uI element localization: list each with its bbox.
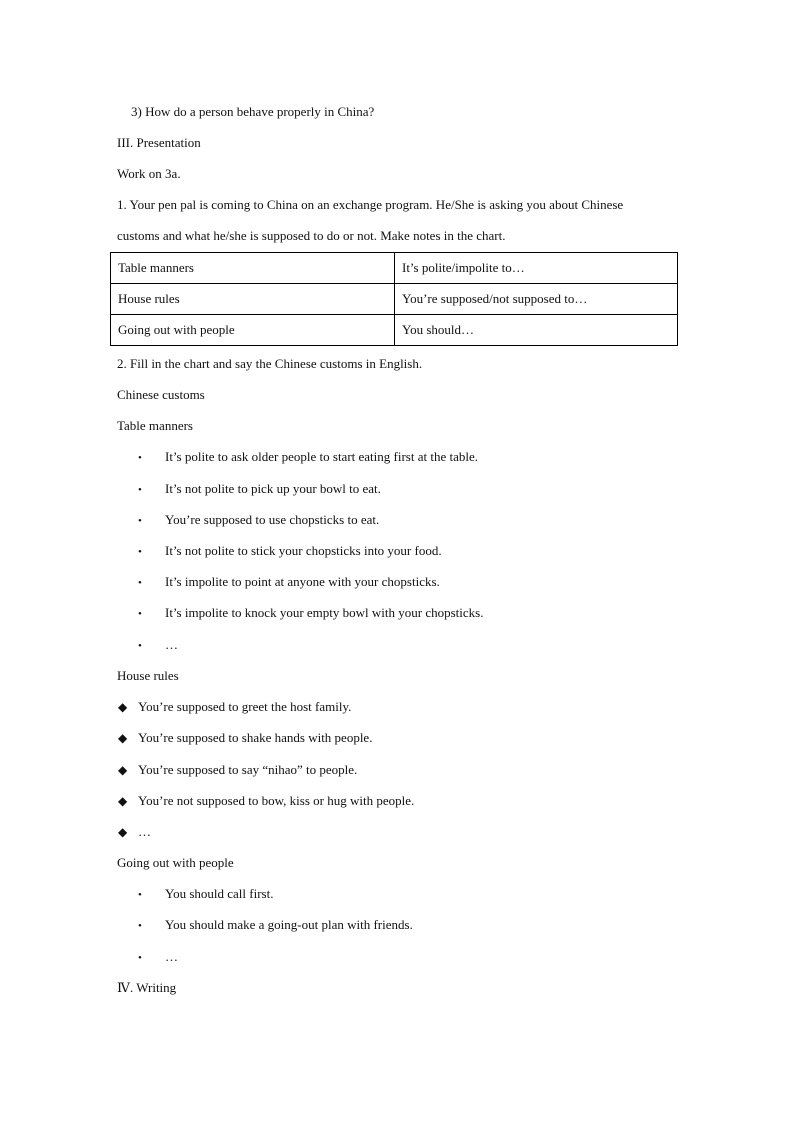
work-on-instruction: Work on 3a. — [117, 166, 181, 181]
list-item — [138, 605, 483, 622]
bullet-icon: • — [138, 608, 142, 620]
list-item-text: … — [165, 637, 178, 652]
table-manners-heading: Table manners — [117, 418, 193, 433]
list-item-text: You’re supposed to use chopsticks to eat. — [165, 512, 380, 527]
list-item-text: It’s impolite to point at anyone with your chopsticks. — [165, 574, 440, 589]
notes-chart-row — [111, 284, 678, 315]
notes-chart-row — [111, 253, 678, 284]
list-item-text: It’s impolite to knock your empty bowl with your chopsticks. — [165, 605, 484, 620]
list-item — [118, 730, 372, 746]
notes-chart-hint: You should… — [395, 315, 678, 346]
notes-chart-hint: It’s polite/impolite to… — [395, 253, 678, 284]
diamond-bullet-icon: ◆ — [118, 731, 128, 745]
going-out-heading: Going out with people — [117, 855, 234, 870]
diamond-bullet-icon: ◆ — [118, 825, 128, 839]
list-item-text: You should make a going-out plan with friends. — [165, 917, 413, 932]
diamond-bullet-icon: ◆ — [118, 794, 128, 808]
list-item — [138, 481, 381, 498]
list-item-text: … — [138, 824, 151, 839]
diamond-bullet-icon: ◆ — [118, 763, 128, 777]
section-heading-presentation: III. Presentation — [117, 135, 201, 150]
list-item — [118, 762, 357, 778]
bullet-icon: • — [138, 640, 142, 652]
bullet-icon: • — [138, 546, 142, 558]
diamond-bullet-icon: ◆ — [118, 700, 128, 714]
bullet-icon: • — [138, 484, 142, 496]
bullet-icon: • — [138, 515, 142, 527]
list-item-text: It’s polite to ask older people to start eating first at the table. — [165, 449, 478, 464]
notes-chart — [110, 252, 678, 346]
notes-chart-topic: Going out with people — [111, 315, 395, 346]
section-heading-writing: Ⅳ. Writing — [117, 980, 177, 995]
list-item-text: You’re supposed to say “nihao” to people. — [138, 762, 358, 777]
task-1-line-2: customs and what he/she is supposed to do or not. Make notes in the chart. — [117, 228, 506, 243]
bullet-icon: • — [138, 952, 142, 964]
list-item — [138, 512, 379, 529]
task-2-instruction: 2. Fill in the chart and say the Chinese customs in English. — [117, 356, 423, 371]
list-item — [118, 699, 351, 715]
list-item — [138, 917, 413, 934]
list-item — [138, 574, 440, 591]
list-item-text: You should call first. — [165, 886, 274, 901]
customs-heading: Chinese customs — [117, 387, 205, 402]
list-item — [138, 449, 478, 466]
bullet-icon: • — [138, 920, 142, 932]
bullet-icon: • — [138, 577, 142, 589]
house-rules-heading: House rules — [117, 668, 179, 683]
list-item-text: It’s not polite to stick your chopsticks into your food. — [165, 543, 442, 558]
list-item — [118, 824, 151, 840]
list-item — [138, 949, 178, 966]
list-item-text: You’re not supposed to bow, kiss or hug with people. — [138, 793, 415, 808]
list-item — [138, 886, 273, 903]
list-item — [118, 793, 414, 809]
list-item-text: It’s not polite to pick up your bowl to eat. — [165, 481, 381, 496]
notes-chart-topic: House rules — [111, 284, 395, 315]
task-1-line-1: 1. Your pen pal is coming to China on an exchange program. He/She is asking you about Chinese — [117, 197, 624, 212]
list-item — [138, 637, 178, 654]
list-item-text: You’re supposed to greet the host family. — [138, 699, 352, 714]
list-item-text: You’re supposed to shake hands with people. — [138, 730, 373, 745]
question-3: 3) How do a person behave properly in China? — [131, 104, 375, 119]
notes-chart-row — [111, 315, 678, 346]
list-item-text: … — [165, 949, 178, 964]
notes-chart-topic: Table manners — [111, 253, 395, 284]
bullet-icon: • — [138, 889, 142, 901]
list-item — [138, 543, 442, 560]
notes-chart-hint: You’re supposed/not supposed to… — [395, 284, 678, 315]
bullet-icon: • — [138, 452, 142, 464]
